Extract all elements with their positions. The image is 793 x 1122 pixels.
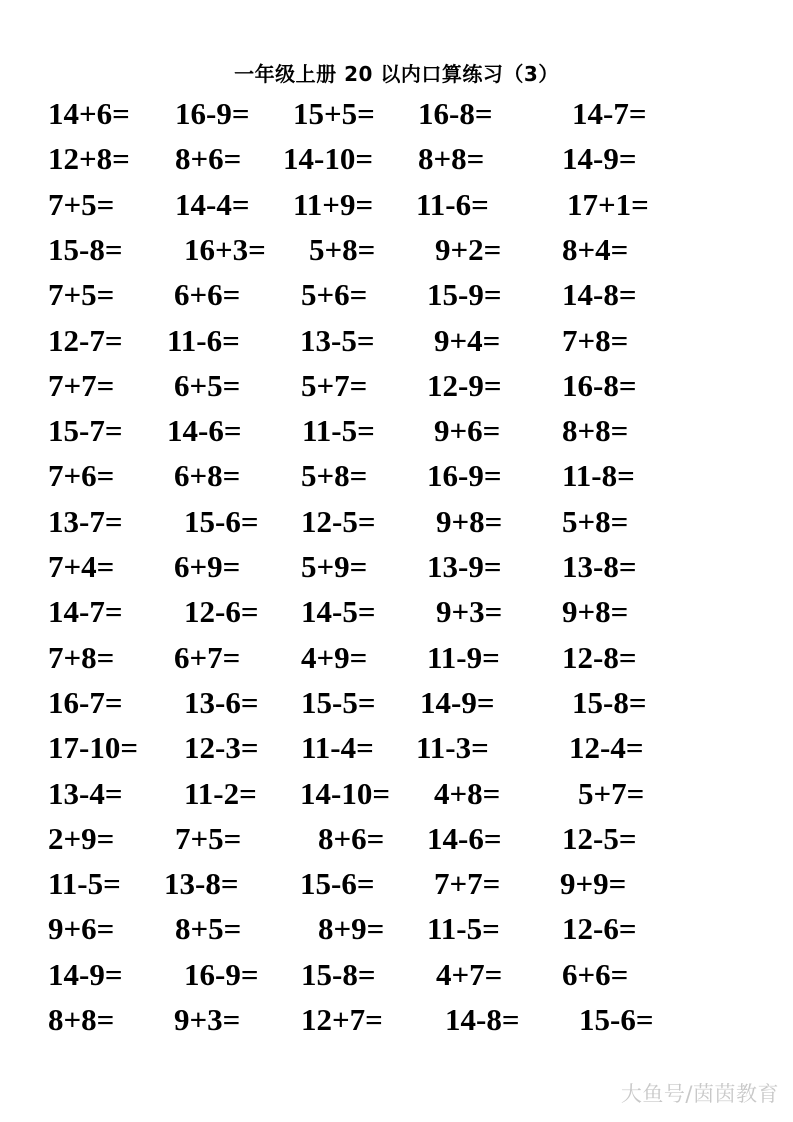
problem-r21-c1: 8+8= bbox=[48, 1002, 115, 1037]
problem-r5-c2: 6+6= bbox=[174, 277, 241, 313]
problem-r8-c1: 15-7= bbox=[48, 413, 123, 449]
problem-r9-c3: 5+8= bbox=[301, 458, 368, 494]
problem-r17-c3: 8+6= bbox=[318, 820, 385, 856]
problem-r2-c5: 14-9= bbox=[562, 141, 637, 177]
problem-r15-c5: 12-4= bbox=[569, 730, 644, 766]
problem-r4-c4: 9+2= bbox=[435, 231, 502, 267]
problem-r2-c4: 8+8= bbox=[418, 141, 485, 177]
problem-r17-c5: 12-5= bbox=[562, 820, 637, 856]
problem-r1-c4: 16-8= bbox=[418, 96, 493, 131]
problem-r10-c4: 9+8= bbox=[436, 503, 503, 539]
problem-r5-c1: 7+5= bbox=[48, 277, 115, 313]
problem-r15-c2: 12-3= bbox=[184, 730, 259, 766]
problem-r15-c4: 11-3= bbox=[416, 730, 489, 766]
problem-r20-c3: 15-8= bbox=[301, 956, 376, 992]
problem-r9-c5: 11-8= bbox=[562, 458, 635, 494]
problem-r20-c2: 16-9= bbox=[184, 956, 259, 992]
problem-r16-c4: 4+8= bbox=[434, 775, 501, 811]
problem-r7-c2: 6+5= bbox=[174, 367, 241, 403]
problem-r19-c1: 9+6= bbox=[48, 911, 115, 947]
problem-r2-c3: 14-10= bbox=[283, 141, 373, 177]
problem-r7-c4: 12-9= bbox=[427, 367, 502, 403]
problem-r20-c1: 14-9= bbox=[48, 956, 123, 992]
problem-r12-c3: 14-5= bbox=[301, 594, 376, 630]
problem-r13-c5: 12-8= bbox=[562, 639, 637, 675]
problem-r12-c2: 12-6= bbox=[184, 594, 259, 630]
problem-r11-c4: 13-9= bbox=[427, 549, 502, 584]
problem-r9-c2: 6+8= bbox=[174, 458, 241, 494]
problem-r3-c5: 17+1= bbox=[567, 186, 649, 222]
problem-r2-c2: 8+6= bbox=[175, 141, 242, 177]
problem-r18-c1: 11-5= bbox=[48, 866, 121, 902]
problem-r8-c2: 14-6= bbox=[167, 413, 242, 449]
problem-r11-c2: 6+9= bbox=[174, 549, 241, 584]
problem-r15-c3: 11-4= bbox=[301, 730, 374, 766]
problem-r7-c3: 5+7= bbox=[301, 367, 368, 403]
problem-r7-c1: 7+7= bbox=[48, 367, 115, 403]
problem-r2-c1: 12+8= bbox=[48, 141, 130, 177]
problem-r6-c2: 11-6= bbox=[167, 322, 240, 358]
problem-r14-c2: 13-6= bbox=[184, 684, 259, 720]
worksheet-title: 一年级上册 20 以内口算练习（3） bbox=[234, 62, 559, 86]
problem-r19-c4: 11-5= bbox=[427, 911, 500, 947]
problem-r3-c1: 7+5= bbox=[48, 186, 115, 222]
problem-r9-c1: 7+6= bbox=[48, 458, 115, 494]
problem-r16-c2: 11-2= bbox=[184, 775, 257, 811]
problem-r11-c3: 5+9= bbox=[301, 549, 368, 584]
problem-r16-c3: 14-10= bbox=[300, 775, 390, 811]
problem-r1-c5: 14-7= bbox=[572, 96, 647, 131]
problem-r8-c4: 9+6= bbox=[434, 413, 501, 449]
problem-r16-c1: 13-4= bbox=[48, 775, 123, 811]
problem-r6-c5: 7+8= bbox=[562, 322, 629, 358]
problem-r8-c3: 11-5= bbox=[302, 413, 375, 449]
problem-r3-c4: 11-6= bbox=[416, 186, 489, 222]
problem-r10-c1: 13-7= bbox=[48, 503, 123, 539]
problem-r13-c4: 11-9= bbox=[427, 639, 500, 675]
problem-r20-c4: 4+7= bbox=[436, 956, 503, 992]
problem-r17-c4: 14-6= bbox=[427, 820, 502, 856]
problem-r8-c5: 8+8= bbox=[562, 413, 629, 449]
problem-r15-c1: 17-10= bbox=[48, 730, 138, 766]
problem-r21-c5: 15-6= bbox=[579, 1002, 654, 1037]
problem-r4-c2: 16+3= bbox=[184, 231, 266, 267]
problem-r13-c2: 6+7= bbox=[174, 639, 241, 675]
problem-r18-c2: 13-8= bbox=[164, 866, 239, 902]
problem-r14-c3: 15-5= bbox=[301, 684, 376, 720]
problem-r9-c4: 16-9= bbox=[427, 458, 502, 494]
problem-r4-c5: 8+4= bbox=[562, 231, 629, 267]
problem-r12-c4: 9+3= bbox=[436, 594, 503, 630]
problem-r7-c5: 16-8= bbox=[562, 367, 637, 403]
problem-r18-c3: 15-6= bbox=[300, 866, 375, 902]
problem-r21-c3: 12+7= bbox=[301, 1002, 383, 1037]
problem-r16-c5: 5+7= bbox=[578, 775, 645, 811]
problem-r1-c3: 15+5= bbox=[293, 96, 375, 131]
problem-r12-c1: 14-7= bbox=[48, 594, 123, 630]
problem-r5-c4: 15-9= bbox=[427, 277, 502, 313]
problem-r4-c3: 5+8= bbox=[309, 231, 376, 267]
problem-r4-c1: 15-8= bbox=[48, 231, 123, 267]
problem-r12-c5: 9+8= bbox=[562, 594, 629, 630]
problem-r21-c2: 9+3= bbox=[174, 1002, 241, 1037]
problem-r20-c5: 6+6= bbox=[562, 956, 629, 992]
problem-r19-c5: 12-6= bbox=[562, 911, 637, 947]
problem-r6-c1: 12-7= bbox=[48, 322, 123, 358]
problem-r19-c2: 8+5= bbox=[175, 911, 242, 947]
problem-r14-c4: 14-9= bbox=[420, 684, 495, 720]
problem-r18-c5: 9+9= bbox=[560, 866, 627, 902]
problem-r5-c5: 14-8= bbox=[562, 277, 637, 313]
problem-r6-c3: 13-5= bbox=[300, 322, 375, 358]
problem-r13-c3: 4+9= bbox=[301, 639, 368, 675]
problem-r3-c2: 14-4= bbox=[175, 186, 250, 222]
problem-r14-c1: 16-7= bbox=[48, 684, 123, 720]
problem-r3-c3: 11+9= bbox=[293, 186, 374, 222]
problem-r1-c2: 16-9= bbox=[175, 96, 250, 131]
problem-r11-c1: 7+4= bbox=[48, 549, 115, 584]
problem-r17-c1: 2+9= bbox=[48, 820, 115, 856]
problem-r13-c1: 7+8= bbox=[48, 639, 115, 675]
problem-r5-c3: 5+6= bbox=[301, 277, 368, 313]
problem-r14-c5: 15-8= bbox=[572, 684, 647, 720]
problem-r10-c5: 5+8= bbox=[562, 503, 629, 539]
problem-r21-c4: 14-8= bbox=[445, 1002, 520, 1037]
watermark: 大鱼号/茵茵教育 bbox=[620, 1082, 779, 1106]
problem-r1-c1: 14+6= bbox=[48, 96, 130, 131]
problem-r10-c2: 15-6= bbox=[184, 503, 259, 539]
problem-r6-c4: 9+4= bbox=[434, 322, 501, 358]
problem-r11-c5: 13-8= bbox=[562, 549, 637, 584]
problem-r19-c3: 8+9= bbox=[318, 911, 385, 947]
problem-r10-c3: 12-5= bbox=[301, 503, 376, 539]
problem-r18-c4: 7+7= bbox=[434, 866, 501, 902]
problem-r17-c2: 7+5= bbox=[175, 820, 242, 856]
